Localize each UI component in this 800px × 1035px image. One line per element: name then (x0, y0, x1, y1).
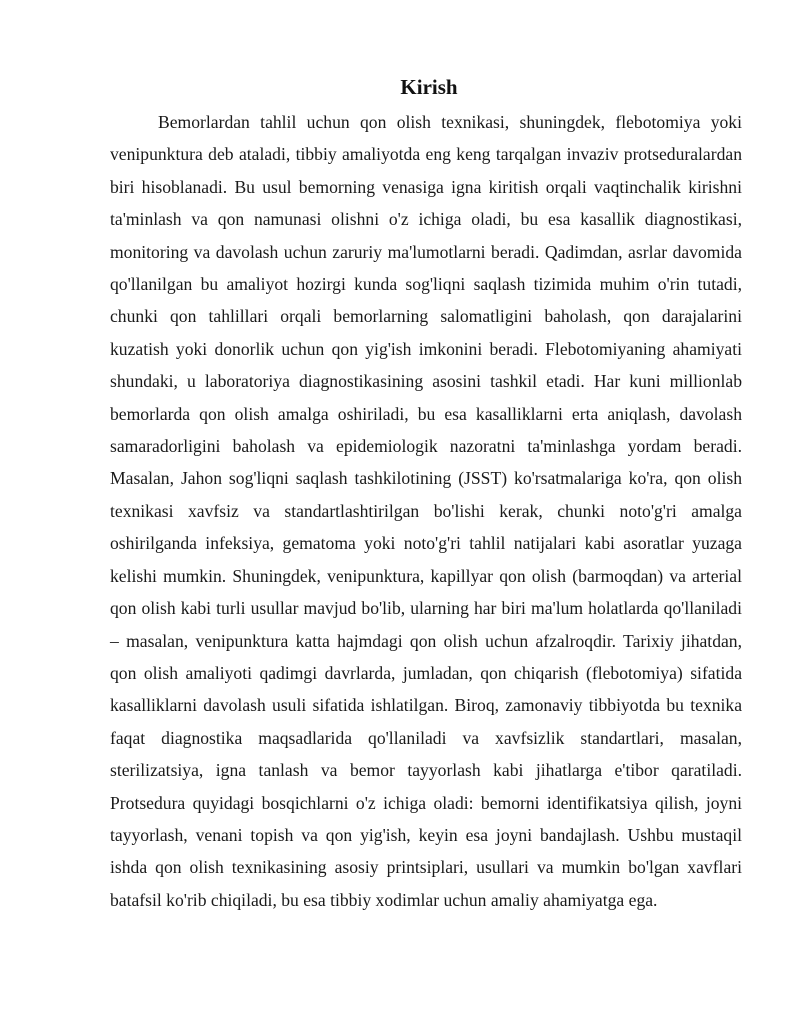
page-title: Kirish (400, 75, 458, 99)
body-paragraph: Bemorlardan tahlil uchun qon olish texnikasi, shuningdek, flebotomiya yoki venipunktura deb ataladi, tibbiy amaliyotda eng keng tarqalgan invaziv protseduralardan biri hisoblanadi. Bu usul bemorning venasiga igna kiritish orqali vaqtinchalik kirishni ta'minlash va qon namunasi olishni o'z ichiga oladi, bu esa kasallik diagnostikasi, monitoring va davolash uchun zaruriy ma'lumotlarni beradi. Qadimdan, asrlar davomida qo'llanilgan bu amaliyot hozirgi kunda sog'liqni saqlash tizimida muhim o'rin tutadi, chunki qon tahlillari orqali bemorlarning salomatligini baholash, qon darajalarini kuzatish yoki donorlik uchun qon yig'ish imkonini beradi. Flebotomiyaning ahamiyati shundaki, u laboratoriya diagnostikasining asosini tashkil etadi. Har kuni millionlab bemorlarda qon olish amalga oshiriladi, bu esa kasalliklarni erta aniqlash, davolash samaradorligini baholash va epidemiologik nazoratni ta'minlashga yordam beradi. Masalan, Jahon sog'liqni saqlash tashkilotining (JSST) ko'rsatmalariga ko'ra, qon olish texnikasi xavfsiz va standartlashtirilgan bo'lishi kerak, chunki noto'g'ri amalga oshirilganda infeksiya, gematoma yoki noto'g'ri tahlil natijalari kabi asoratlar yuzaga kelishi mumkin. Shuningdek, venipunktura, kapillyar qon olish (barmoqdan) va arterial qon olish kabi turli usullar mavjud bo'lib, ularning har biri ma'lum holatlarda qo'llaniladi – masalan, venipunktura katta hajmdagi qon olish uchun afzalroqdir. Tarixiy jihatdan, qon olish amaliyoti qadimgi davrlarda, jumladan, qon chiqarish (flebotomiya) sifatida kasalliklarni davolash usuli sifatida ishlatilgan. Biroq, zamonaviy tibbiyotda bu texnika faqat diagnostika maqsadlarida qo'llaniladi va xavfsizlik standartlari, masalan, sterilizatsiya, igna tanlash va bemor tayyorlash kabi jihatlarga e'tibor qaratiladi. Protsedura quyidagi bosqichlarni o'z ichiga oladi: bemorni identifikatsiya qilish, joyni tayyorlash, venani topish va qon yig'ish, keyin esa joyni bandajlash. Ushbu mustaqil ishda qon olish texnikasining asosiy printsiplari, usullari va mumkin bo'lgan xavflari batafsil ko'rib chiqiladi, bu esa tibbiy xodimlar uchun amaliy ahamiyatga ega. (110, 112, 742, 910)
